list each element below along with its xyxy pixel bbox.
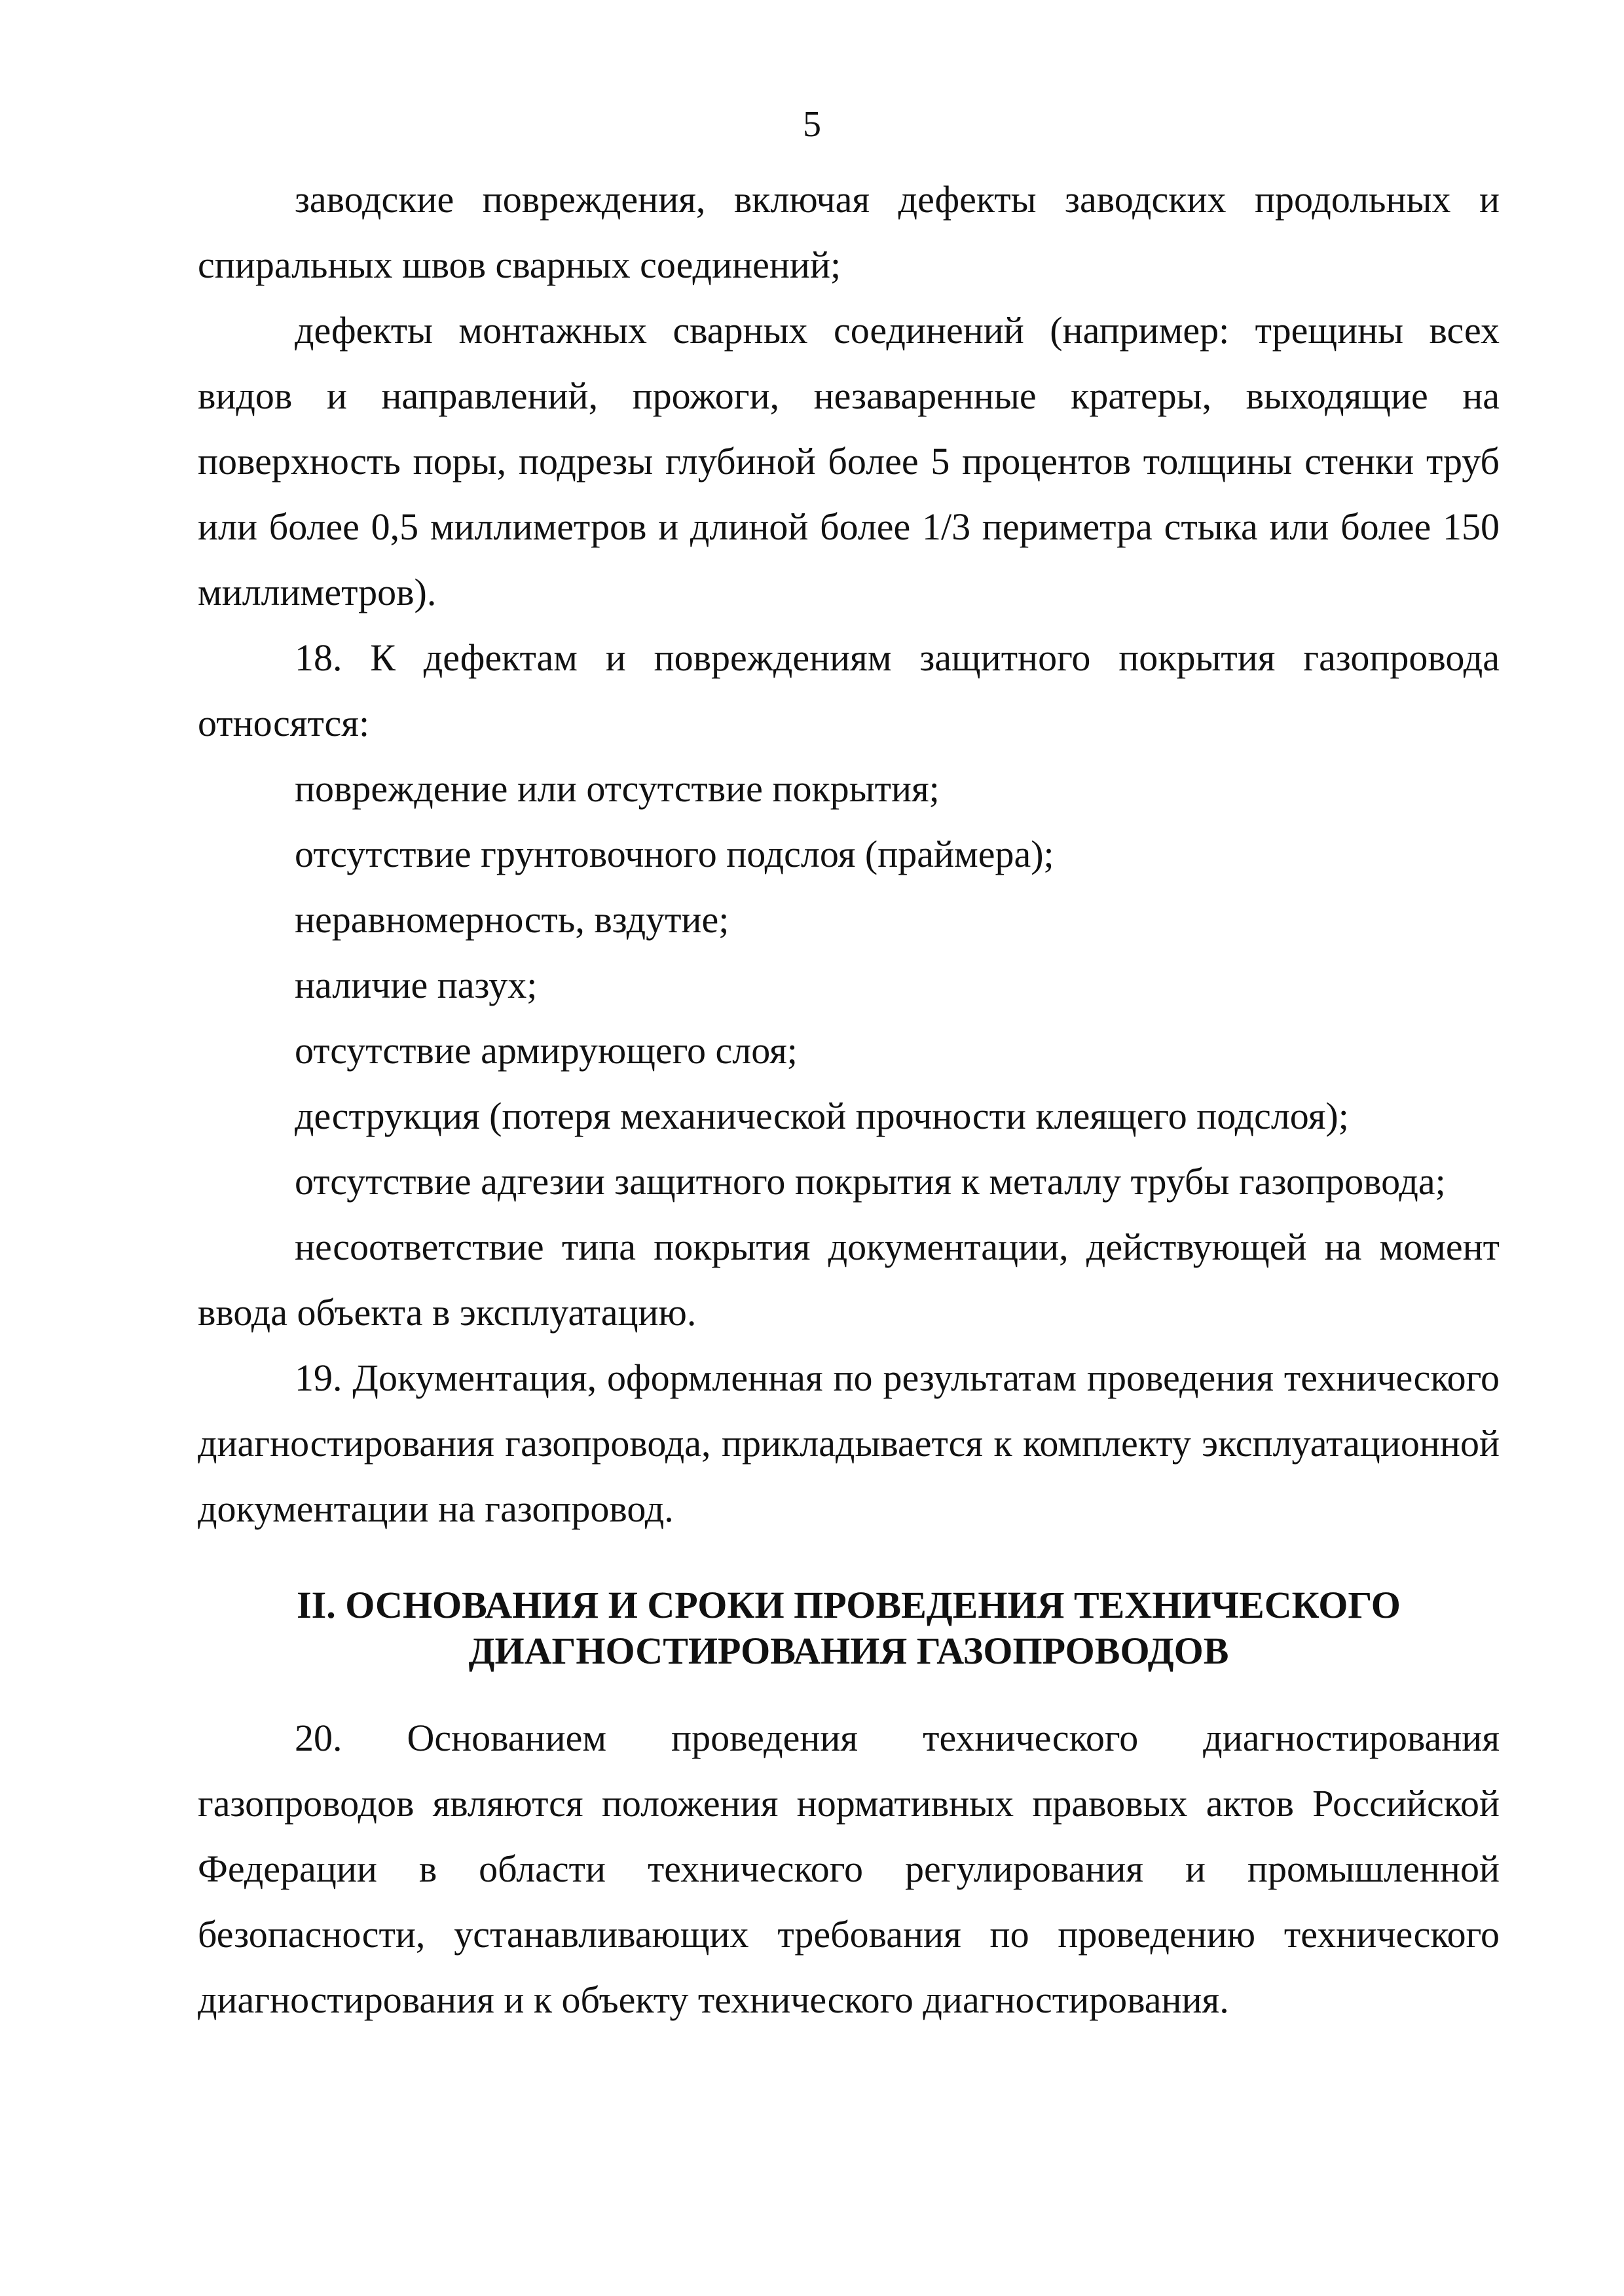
list-item-destruction: деструкция (потеря механической прочности клеящего подслоя); [295,1095,1349,1137]
list-item-primer-absence: отсутствие грунтовочного подслоя (праймера); [295,833,1054,875]
page-number: 5 [803,104,821,145]
list-item-adhesion: отсутствие адгезии защитного покрытия к металлу трубы газопровода; [295,1160,1446,1203]
paragraph-item-20: 20. Основанием проведения технического диагностирования газопроводов являются положения нормативных правовых актов Российской Федерации в области технического регулирования и промышленной безопасности, устанавливающих требования по проведению технического диагностирования и к объекту технического диагностирования. [198,1717,1500,2021]
paragraph-item-18: 18. К дефектам и повреждениям защитного покрытия газопровода относятся: [198,636,1500,744]
list-item-coating-type: несоответствие типа покрытия документации, действующей на момент ввода объекта в эксплуатацию. [198,1226,1500,1334]
list-item-cavities: наличие пазух; [295,964,538,1006]
section-heading [198,1582,1500,1674]
section-heading-line-1: II. ОСНОВАНИЯ И СРОКИ ПРОВЕДЕНИЯ ТЕХНИЧЕСКОГО [297,1584,1401,1626]
document-body [198,167,1500,2033]
list-item-coating-damage: повреждение или отсутствие покрытия; [295,767,940,810]
section-heading-line-2: ДИАГНОСТИРОВАНИЯ ГАЗОПРОВОДОВ [468,1630,1229,1672]
paragraph-item-19: 19. Документация, оформленная по результатам проведения технического диагностирования газопровода, прикладывается к комплекту эксплуатационной документации на газопровод. [198,1357,1500,1530]
list-item-reinforcing-layer: отсутствие армирующего слоя; [295,1029,798,1072]
list-item-unevenness: неравномерность, вздутие; [295,898,729,941]
paragraph-factory-damage: заводские повреждения, включая дефекты заводских продольных и спиральных швов сварных соединений; [198,178,1500,286]
paragraph-weld-defects: дефекты монтажных сварных соединений (например: трещины всех видов и направлений, прожоги, незаваренные кратеры, выходящие на поверхность поры, подрезы глубиной более 5 процентов толщины стенки труб или более 0,5 миллиметров и длиной более 1/3 периметра стыка или более 150 миллиметров). [198,309,1500,613]
